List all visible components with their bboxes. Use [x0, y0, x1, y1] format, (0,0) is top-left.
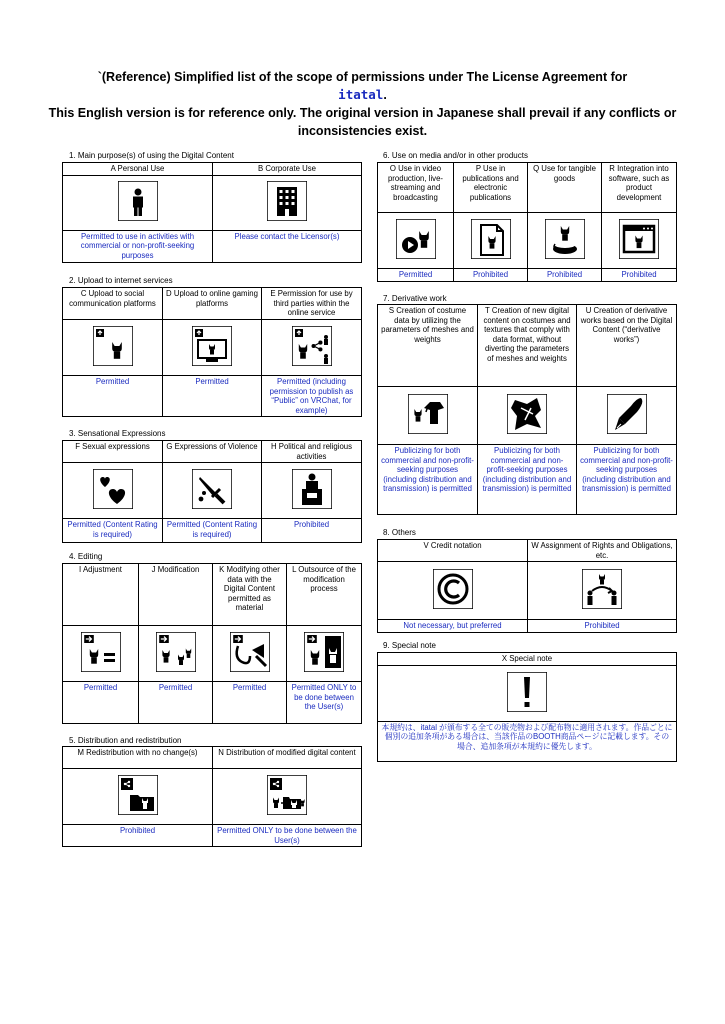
col-s-label: S Creation of costume data by utilizing the parameters of meshes and weights [378, 305, 478, 387]
col-i-status: Permitted [63, 682, 139, 724]
material-icon [230, 632, 270, 672]
col-h-label: H Political and religious activities [262, 441, 362, 463]
col-v-status: Not necessary, but preferred [378, 620, 528, 633]
col-s-status: Publicizing for both commercial and non-profit-seeking purposes (including distribution and transmission) is permitted [378, 445, 478, 515]
col-n-label: N Distribution of modified digital content [213, 747, 362, 769]
section-8-table [377, 539, 677, 633]
upload-avatar-icon [93, 326, 133, 366]
goods-icon [545, 219, 585, 259]
col-b-label: B Corporate Use [213, 163, 362, 176]
col-q-status: Prohibited [528, 269, 602, 282]
col-l-status: Permitted ONLY to be done between the User(s) [287, 682, 362, 724]
col-d-label: D Upload to online gaming platforms [163, 288, 262, 320]
col-g-status: Permitted (Content Rating is required) [163, 519, 262, 543]
col-i-label: I Adjustment [63, 564, 139, 626]
col-w-status: Prohibited [528, 620, 677, 633]
col-k-label: K Modifying other data with the Digital Content permitted as material [213, 564, 287, 626]
outsource-icon [304, 632, 344, 672]
section-5-table [62, 746, 362, 847]
podium-icon [292, 469, 332, 509]
col-c-status: Permitted [63, 376, 163, 417]
publication-icon [471, 219, 511, 259]
col-q-label: Q Use for tangible goods [528, 163, 602, 213]
special-note-text: 本規約は、itatal が頒布する全ての販売物および配布物に適用されます。作品ごとに個別の追加条項がある場合は、当該作品のBOOTH商品ページに記載します。その場合、追加条項が本規約に優先します。 [378, 721, 677, 761]
col-f-status: Permitted (Content Rating is required) [63, 519, 163, 543]
document-header [40, 68, 685, 140]
section-9-table [377, 652, 677, 762]
section-7-title: 7. Derivative work [383, 294, 447, 303]
col-a-label: A Personal Use [63, 163, 213, 176]
video-icon [396, 219, 436, 259]
col-f-label: F Sexual expressions [63, 441, 163, 463]
section-9-title: 9. Special note [383, 641, 436, 650]
col-r-label: R Integration into software, such as product development [602, 163, 677, 213]
header-suffix: . [383, 88, 387, 102]
section-7-table [377, 304, 677, 515]
col-e-status: Permitted (including permission to publish as “Public” on VRChat, for example) [262, 376, 362, 417]
hearts-icon [93, 469, 133, 509]
col-c-label: C Upload to social communication platforms [63, 288, 163, 320]
col-t-status: Publicizing for both commercial and non-profit-seeking purposes (including distribution and transmission) is permitted [478, 445, 577, 515]
col-t-label: T Creation of new digital content on costumes and textures that comply with data format, without diverting the parameters of meshes and weights [478, 305, 577, 387]
col-w-label: W Assignment of Rights and Obligations, etc. [528, 540, 677, 562]
col-b-status: Please contact the Licensor(s) [213, 230, 362, 262]
col-n-status: Permitted ONLY to be done between the User(s) [213, 825, 362, 847]
header-line2: This English version is for reference only. The original version in Japanese shall prevail if any conflicts or inconsistencies exist. [48, 106, 677, 138]
dagger-icon [192, 469, 232, 509]
col-h-status: Prohibited [262, 519, 362, 543]
col-p-status: Prohibited [454, 269, 528, 282]
col-k-status: Permitted [213, 682, 287, 724]
exclamation-icon [507, 672, 547, 712]
header-prefix: `(Reference) Simplified list of the scope of permissions under The License Agreement for [97, 70, 628, 84]
section-6-table [377, 162, 677, 282]
col-a-status: Permitted to use in activities with commercial or non-profit-seeking purposes [63, 230, 213, 262]
col-j-status: Permitted [139, 682, 213, 724]
person-icon [118, 181, 158, 221]
section-5-title: 5. Distribution and redistribution [69, 736, 182, 745]
col-p-label: P Use in publications and electronic publications [454, 163, 528, 213]
col-m-label: M Redistribution with no change(s) [63, 747, 213, 769]
copyright-icon [433, 569, 473, 609]
col-e-label: E Permission for use by third parties within the online service [262, 288, 362, 320]
section-4-title: 4. Editing [69, 552, 103, 561]
section-4-table [62, 563, 362, 724]
upload-monitor-icon [192, 326, 232, 366]
col-j-label: J Modification [139, 564, 213, 626]
redistribute-icon [118, 775, 158, 815]
col-v-label: V Credit notation [378, 540, 528, 562]
modify-icon [156, 632, 196, 672]
col-l-label: L Outsource of the modification process [287, 564, 362, 626]
costume-icon [408, 394, 448, 434]
assignment-icon [582, 569, 622, 609]
section-6-title: 6. Use on media and/or in other products [383, 151, 528, 160]
col-u-status: Publicizing for both commercial and non-profit-seeking purposes (including distribution and transmission) is permitted [577, 445, 677, 515]
section-1-table [62, 162, 362, 263]
col-m-status: Prohibited [63, 825, 213, 847]
section-3-table [62, 440, 362, 543]
section-2-title: 2. Upload to internet services [69, 276, 173, 285]
pen-icon [607, 394, 647, 434]
product-name: itatal [338, 87, 384, 102]
section-3-title: 3. Sensational Expressions [69, 429, 166, 438]
section-8-title: 8. Others [383, 528, 416, 537]
header-line1 [40, 68, 685, 104]
col-x-label: X Special note [378, 653, 677, 666]
distribute-modified-icon [267, 775, 307, 815]
col-r-status: Prohibited [602, 269, 677, 282]
section-1-title: 1. Main purpose(s) of using the Digital Content [69, 151, 234, 160]
section-2-table [62, 287, 362, 417]
col-g-label: G Expressions of Violence [163, 441, 262, 463]
col-d-status: Permitted [163, 376, 262, 417]
adjust-icon [81, 632, 121, 672]
share-users-icon [292, 326, 332, 366]
col-o-label: O Use in video production, live-streaming and broadcasting [378, 163, 454, 213]
software-icon [619, 219, 659, 259]
building-icon [267, 181, 307, 221]
col-u-label: U Creation of derivative works based on the Digital Content (“derivative works”) [577, 305, 677, 387]
texture-icon [507, 394, 547, 434]
col-o-status: Permitted [378, 269, 454, 282]
